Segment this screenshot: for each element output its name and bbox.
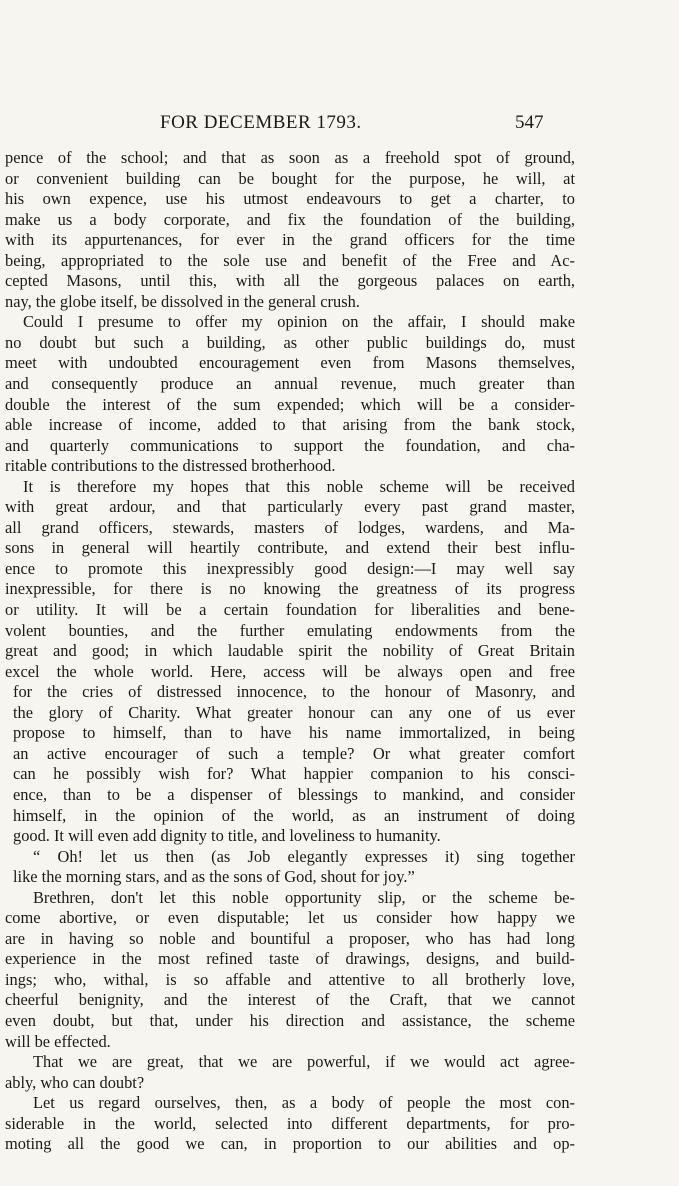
page-header (0, 112, 679, 136)
text-line: pence of the school; and that as soon as a freehold spot of ground, (5, 148, 575, 167)
text-line: cheerful benignity, and the interest of the Craft, that we cannot (5, 990, 575, 1010)
text-line: are in having so noble and bountiful a proposer, who has had long (5, 928, 575, 948)
text-line: or utility. It will be a certain foundation for liberalities and bene- (5, 600, 575, 620)
paragraph-start-line: That we are great, that we are powerful, if we would act agree- (33, 1052, 575, 1072)
body-text (5, 148, 575, 1155)
text-line: ence, than to be a dispenser of blessings to mankind, and consider (13, 784, 575, 804)
text-line: with great ardour, and that particularly every past grand master, (5, 497, 575, 517)
text-line: able increase of income, added to that arising from the bank stock, (5, 415, 575, 435)
text-line: volent bounties, and the further emulating endowments from the (5, 620, 575, 640)
text-line: great and good; in which laudable spirit the nobility of Great Britain (5, 641, 575, 661)
text-line: moting all the good we can, in proportion to our abilities and op- (5, 1134, 575, 1154)
text-line: sons in general will heartily contribute, and extend their best influ- (5, 538, 575, 558)
text-line: ings; who, withal, is so affable and attentive to all brotherly love, (5, 969, 575, 989)
paragraph-start-line: Brethren, don't let this noble opportunity slip, or the scheme be- (33, 887, 575, 907)
text-line: like the morning stars, and as the sons of God, shout for joy.” (13, 867, 415, 887)
text-line: his own expence, use his utmost endeavours to get a charter, to (5, 189, 575, 209)
text-line: no doubt but such a building, as other public buildings do, must (5, 332, 575, 352)
text-line: for the cries of distressed innocence, to the honour of Masonry, and (13, 682, 575, 702)
text-line: an active encourager of such a temple? Or what greater comfort (13, 743, 575, 763)
page-number: 547 (515, 112, 544, 133)
text-line: himself, in the opinion of the world, as an instrument of doing (13, 805, 575, 825)
text-line: even doubt, but that, under his direction and assistance, the scheme (5, 1010, 575, 1030)
paragraph-start-line: Could I presume to offer my opinion on the affair, I should make (23, 312, 575, 332)
text-line: good. It will even add dignity to title, and loveliness to humanity. (13, 826, 441, 846)
text-line: the glory of Charity. What greater honour can any one of us ever (13, 702, 575, 722)
paragraph-start-line: “ Oh! let us then (as Job elegantly expresses it) sing together (33, 846, 575, 866)
text-line: being, appropriated to the sole use and benefit of the Free and Ac- (5, 250, 575, 270)
text-line: make us a body corporate, and fix the foundation of the building, (5, 209, 575, 229)
text-line: will be effected. (5, 1031, 111, 1051)
text-line: and consequently produce an annual revenue, much greater than (5, 374, 575, 394)
running-title: FOR DECEMBER 1793. (160, 112, 362, 133)
text-line: ence to promote this inexpressibly good design:—I may well say (5, 558, 575, 578)
text-line: inexpressible, for there is no knowing the greatness of its progress (5, 579, 575, 599)
text-line: propose to himself, than to have his name immortalized, in being (13, 723, 575, 743)
text-line: siderable in the world, selected into different departments, for pro- (5, 1113, 575, 1133)
text-line: cepted Masons, until this, with all the gorgeous palaces on earth, (5, 271, 575, 291)
text-line: excel the whole world. Here, access will be always open and free (5, 661, 575, 681)
text-line: double the interest of the sum expended; which will be a consider- (5, 394, 575, 414)
text-line: nay, the globe itself, be dissolved in the general crush. (5, 291, 360, 311)
paragraph-start-line: It is therefore my hopes that this noble scheme will be received (23, 476, 575, 496)
text-line: ably, who can doubt? (5, 1072, 145, 1092)
text-line: come abortive, or even disputable; let us consider how happy we (5, 908, 575, 928)
text-line: ritable contributions to the distressed brotherhood. (5, 456, 336, 476)
text-line: can he possibly wish for? What happier companion to his consci- (13, 764, 575, 784)
text-line: and quarterly communications to support the foundation, and cha- (5, 435, 575, 455)
text-line: all grand officers, stewards, masters of lodges, wardens, and Ma- (5, 517, 575, 537)
text-line: experience in the most refined taste of drawings, designs, and build- (5, 949, 575, 969)
text-line: with its appurtenances, for ever in the grand officers for the time (5, 230, 575, 250)
text-line: or convenient building can be bought for the purpose, he will, at (5, 168, 575, 188)
paragraph-start-line: Let us regard ourselves, then, as a body of people the most con- (33, 1093, 575, 1113)
text-line: meet with undoubted encouragement even from Masons themselves, (5, 353, 575, 373)
